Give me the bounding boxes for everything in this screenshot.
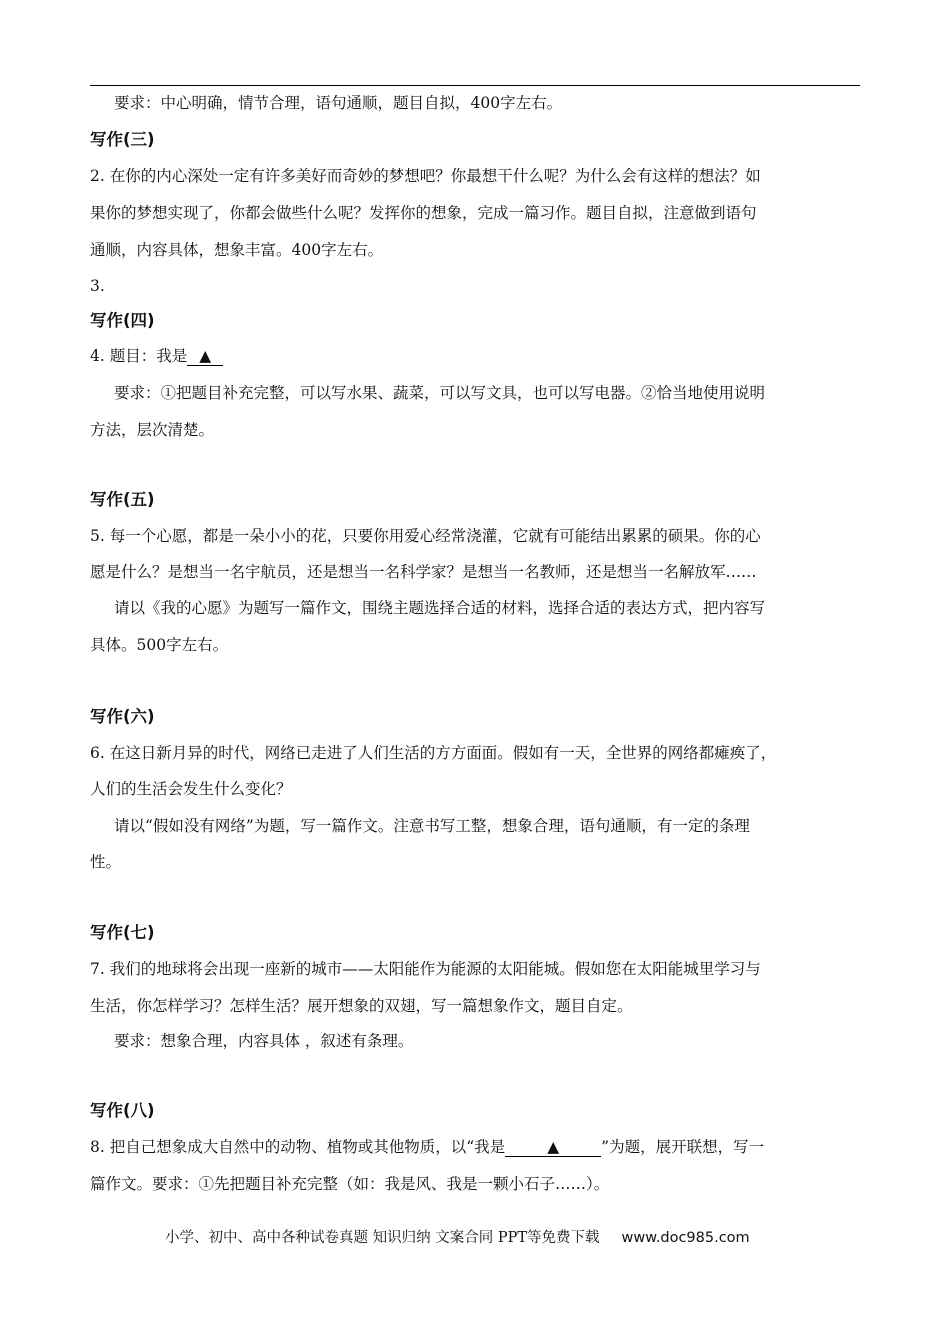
paragraph-line: 请以《我的心愿》为题写一篇作文，围绕主题选择合适的材料，选择合适的表达方式，把内容写	[114, 599, 766, 617]
paragraph-line: 愿是什么？是想当一名宇航员，还是想当一名科学家？是想当一名教师，还是想当一名解放军……	[90, 563, 757, 581]
paragraph-line: 要求：①把题目补充完整，可以写水果、蔬菜，可以写文具，也可以写电器。②恰当地使用说明	[114, 384, 766, 402]
topic-label: 4. 题目：我是	[90, 347, 188, 365]
topic-line	[90, 1137, 764, 1157]
section-heading-7: 写作(七)	[90, 923, 155, 942]
fill-in-blank: ▲	[187, 347, 223, 366]
section-heading-3: 写作(三)	[90, 130, 155, 149]
paragraph-line: 2. 在你的内心深处一定有许多美好而奇妙的梦想吧？你最想干什么呢？为什么会有这样的想法？如	[90, 167, 761, 185]
paragraph-line: 方法，层次清楚。	[90, 421, 215, 439]
section-heading-8: 写作(八)	[90, 1101, 155, 1120]
header-rule	[90, 85, 860, 86]
footer-text: 小学、初中、高中各种试卷真题 知识归纳 文案合同 PPT等免费下载	[165, 1230, 600, 1246]
fill-in-blank: ▲	[505, 1138, 601, 1157]
paragraph-line: 5. 每一个心愿，都是一朵小小的花，只要你用爱心经常浇灌，它就有可能结出累累的硕果。你的心	[90, 527, 761, 545]
paragraph-line: 人们的生活会发生什么变化？	[90, 780, 292, 798]
paragraph-line: 生活，你怎样学习？怎样生活？展开想象的双翅，写一篇想象作文，题目自定。	[90, 997, 633, 1015]
paragraph-line: 具体。500字左右。	[90, 636, 229, 654]
paragraph-line: 要求：想象合理，内容具体 ，叙述有条理。	[114, 1032, 414, 1050]
paragraph-text: 8. 把自己想象成大自然中的动物、植物或其他物质，以“我是	[90, 1138, 506, 1156]
page-footer	[165, 1226, 750, 1247]
requirement-line: 要求：中心明确，情节合理，语句通顺，题目自拟，400字左右。	[114, 94, 563, 112]
paragraph-text: ”为题，展开联想，写一	[601, 1138, 765, 1156]
question-number: 3.	[90, 277, 105, 295]
paragraph-line: 性。	[90, 853, 122, 871]
section-heading-5: 写作(五)	[90, 490, 155, 509]
section-heading-6: 写作(六)	[90, 707, 155, 726]
paragraph-line: 7. 我们的地球将会出现一座新的城市——太阳能作为能源的太阳能城。假如您在太阳能城里学习与	[90, 960, 761, 978]
topic-line	[90, 346, 223, 366]
section-heading-4: 写作(四)	[90, 311, 155, 330]
paragraph-line: 6. 在这日新月异的时代，网络已走进了人们生活的方方面面。假如有一天，全世界的网络都瘫痪了，	[90, 744, 777, 762]
paragraph-line: 通顺，内容具体，想象丰富。400字左右。	[90, 241, 384, 259]
paragraph-line: 篇作文。要求：①先把题目补充完整（如：我是风、我是一颗小石子……）。	[90, 1175, 610, 1193]
paragraph-line: 请以“假如没有网络”为题，写一篇作文。注意书写工整，想象合理，语句通顺，有一定的条理	[114, 817, 750, 835]
paragraph-line: 果你的梦想实现了，你都会做些什么呢？发挥你的想象，完成一篇习作。题目自拟，注意做到语句	[90, 204, 757, 222]
footer-url[interactable]: www.doc985.com	[621, 1230, 750, 1246]
